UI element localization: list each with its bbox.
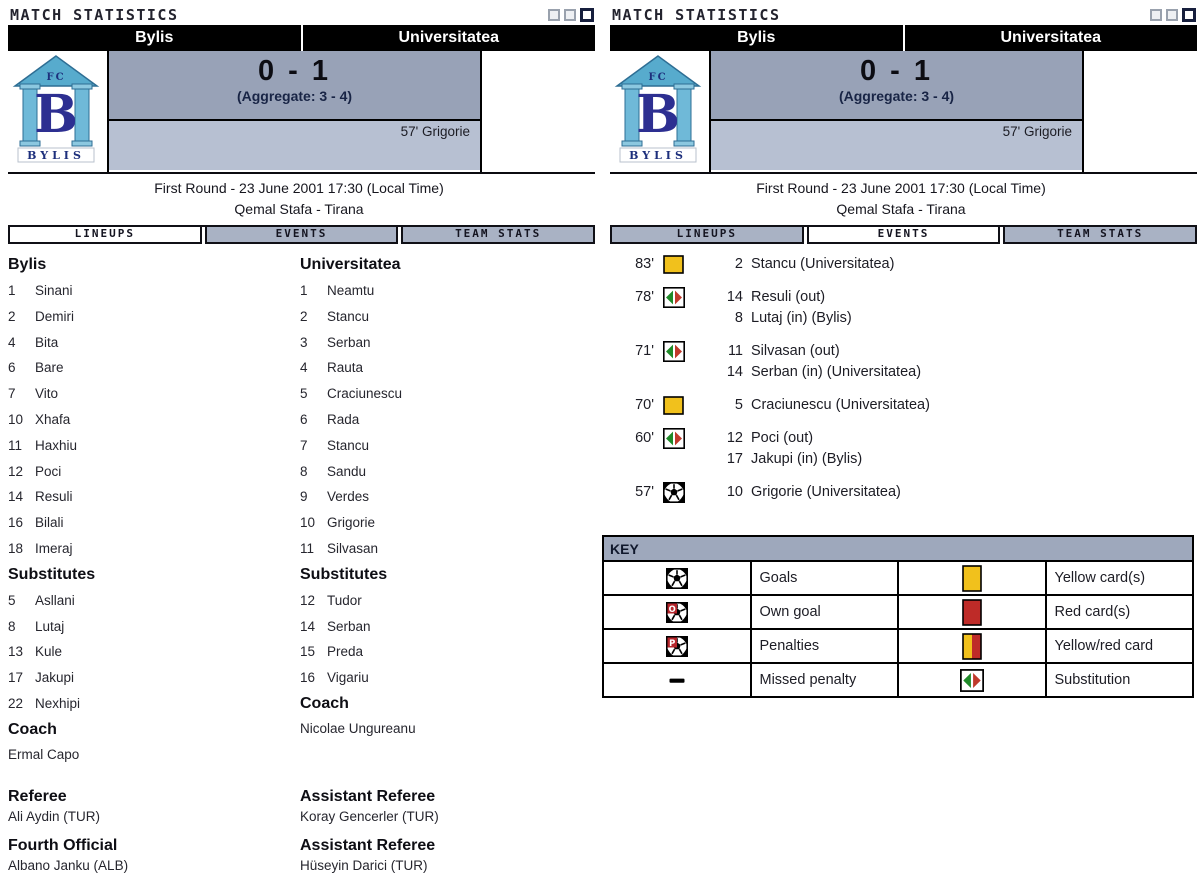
player-number: 1 <box>300 283 308 298</box>
official-item <box>8 786 300 826</box>
official-name: Ali Aydin (TUR) <box>8 809 101 824</box>
event-line <box>695 362 1194 383</box>
substitute-row <box>8 665 296 691</box>
key-row <box>603 663 1193 697</box>
panel-header <box>0 0 598 25</box>
substitute-row <box>8 588 296 614</box>
player-name: Demiri <box>35 308 74 324</box>
window-square-1[interactable] <box>1150 9 1162 21</box>
player-row <box>8 278 296 304</box>
player-name: Stancu <box>327 437 370 453</box>
key-label: Own goal <box>751 595 899 629</box>
score-area <box>0 51 598 172</box>
event-lines <box>695 395 1194 416</box>
svg-text:P: P <box>668 637 676 648</box>
match-info-round: First Round - 23 June 2001 17:30 (Local Time) <box>756 180 1046 196</box>
player-row <box>300 459 588 485</box>
key-icon-cell <box>603 629 751 663</box>
event-player-text: Silvasan (out) <box>751 343 840 359</box>
event-player-number: 5 <box>734 397 743 413</box>
match-info <box>0 174 598 225</box>
player-number: 2 <box>300 308 308 324</box>
score: 0 - 1 <box>859 55 934 87</box>
player-number: 4 <box>8 334 16 350</box>
team-bar <box>610 25 1197 51</box>
player-row <box>8 407 296 433</box>
event-player-text: Jakupi (in) (Bylis) <box>751 451 863 467</box>
aggregate-score: (Aggregate: 3 - 4) <box>236 88 353 104</box>
svg-text:O: O <box>668 603 676 614</box>
match-info-round: First Round - 23 June 2001 17:30 (Local Time) <box>154 180 444 196</box>
svg-text:FC: FC <box>46 72 66 83</box>
away-scorers: 57' Grigorie <box>711 121 1082 170</box>
player-number: 6 <box>300 411 308 427</box>
official-role: Assistant Referee <box>300 837 436 854</box>
yellow-red-card-icon <box>962 633 982 660</box>
home-team-name: Bylis <box>737 29 776 46</box>
event-icon <box>663 254 688 275</box>
player-number: 5 <box>300 386 308 402</box>
goal-icon <box>663 482 685 503</box>
player-name: Vigariu <box>327 670 369 686</box>
player-number: 8 <box>300 463 308 479</box>
coach-name: Nicolae Ungureanu <box>300 720 416 736</box>
player-number: 5 <box>8 592 16 608</box>
player-number: 12 <box>300 592 316 608</box>
window-square-1[interactable] <box>548 9 560 21</box>
match-info <box>602 174 1200 225</box>
event-row <box>602 254 1194 275</box>
player-row <box>300 433 588 459</box>
substitutes-heading: Substitutes <box>300 565 388 583</box>
penalty-icon <box>666 636 688 657</box>
event-row <box>602 395 1194 416</box>
official-item <box>8 835 300 875</box>
official-role: Assistant Referee <box>300 788 436 805</box>
event-player-number: 8 <box>734 310 743 326</box>
official-role: Referee <box>8 788 67 805</box>
event-player-text: Lutaj (in) (Bylis) <box>751 310 852 326</box>
event-line <box>695 254 1194 275</box>
tab-team-stats[interactable]: TEAM STATS <box>1003 227 1197 244</box>
key-icon-cell <box>603 561 751 595</box>
event-time: 78' <box>635 289 654 305</box>
window-square-3[interactable] <box>580 8 594 22</box>
event-line <box>695 308 1194 329</box>
substitute-row <box>300 639 588 665</box>
player-row <box>300 381 588 407</box>
player-name: Jakupi <box>35 670 75 686</box>
yellow-card-icon <box>962 565 982 592</box>
event-player-number: 17 <box>726 451 743 467</box>
tab-bar <box>610 225 1197 244</box>
event-lines <box>695 341 1194 383</box>
event-row <box>602 287 1194 329</box>
official-name: Hüseyin Darici (TUR) <box>300 858 428 873</box>
away-scorers: 57' Grigorie <box>109 121 480 170</box>
event-time: 60' <box>635 430 654 446</box>
player-row <box>8 355 296 381</box>
player-row <box>300 510 588 536</box>
player-row <box>8 459 296 485</box>
key-icon-cell <box>603 595 751 629</box>
player-number: 11 <box>8 437 23 453</box>
missed-penalty-icon <box>666 670 688 691</box>
yellow-card-icon <box>663 396 684 415</box>
player-number: 13 <box>8 644 24 660</box>
event-time: 71' <box>635 343 654 359</box>
event-player-text: Grigorie (Universitatea) <box>751 484 901 500</box>
aggregate-score: (Aggregate: 3 - 4) <box>838 88 955 104</box>
player-row <box>300 355 588 381</box>
player-name: Haxhiu <box>35 437 78 453</box>
svg-text:B: B <box>636 84 680 145</box>
player-name: Serban <box>327 334 371 350</box>
substitute-row <box>8 639 296 665</box>
player-name: Stancu <box>327 308 370 324</box>
substitute-row <box>300 614 588 640</box>
match-statistics-panel-right <box>602 0 1200 876</box>
player-name: Rada <box>327 411 360 427</box>
panel-header <box>602 0 1200 25</box>
events-list <box>602 254 1194 515</box>
player-number: 6 <box>8 360 16 376</box>
svg-text:B: B <box>34 84 78 145</box>
player-name: Kule <box>35 644 63 660</box>
event-player-number: 2 <box>734 256 743 272</box>
official-item <box>300 835 592 875</box>
key-label: Goals <box>751 561 899 595</box>
key-label: Red card(s) <box>1046 595 1194 629</box>
player-number: 16 <box>300 670 316 686</box>
tab-team-stats[interactable]: TEAM STATS <box>401 227 595 244</box>
player-row <box>8 304 296 330</box>
event-line <box>695 428 1194 449</box>
player-name: Craciunescu <box>327 386 403 402</box>
player-number: 14 <box>300 618 316 634</box>
event-player-text: Serban (in) (Universitatea) <box>751 364 922 380</box>
player-name: Vito <box>35 386 59 402</box>
player-number: 4 <box>300 360 308 376</box>
key-table <box>602 535 1194 698</box>
red-card-icon <box>962 599 982 626</box>
event-time: 83' <box>635 256 654 272</box>
event-player-text: Stancu (Universitatea) <box>751 256 895 272</box>
key-icon-cell <box>898 629 1046 663</box>
event-player-number: 12 <box>726 430 743 446</box>
player-row <box>300 304 588 330</box>
key-row <box>603 595 1193 629</box>
player-name: Xhafa <box>35 411 71 427</box>
player-number: 11 <box>300 540 315 556</box>
key-title: KEY <box>603 536 1193 561</box>
official-name: Koray Gencerler (TUR) <box>300 809 439 824</box>
player-name: Asllani <box>35 592 75 608</box>
tab-events[interactable]: EVENTS <box>205 227 399 244</box>
window-square-2[interactable] <box>1166 9 1178 21</box>
event-row <box>602 341 1194 383</box>
player-name: Lutaj <box>35 618 65 634</box>
match-info-venue: Qemal Stafa - Tirana <box>836 201 966 217</box>
key-label: Missed penalty <box>751 663 899 697</box>
player-name: Tudor <box>327 592 362 608</box>
event-icon <box>663 287 688 329</box>
window-square-2[interactable] <box>564 9 576 21</box>
player-row <box>300 330 588 356</box>
score-box <box>709 51 1084 172</box>
event-icon <box>663 395 688 416</box>
event-line <box>695 449 1194 470</box>
player-name: Bita <box>35 334 59 350</box>
player-number: 7 <box>8 386 16 402</box>
player-row <box>300 407 588 433</box>
event-row <box>602 482 1194 503</box>
tab-events[interactable]: EVENTS <box>807 227 1001 244</box>
event-player-number: 11 <box>727 343 743 359</box>
key-label: Penalties <box>751 629 899 663</box>
match-statistics-panel-left <box>0 0 598 876</box>
player-name: Verdes <box>327 489 370 505</box>
player-number: 12 <box>8 463 24 479</box>
player-name: Nexhipi <box>35 695 81 711</box>
player-name: Poci <box>35 463 62 479</box>
player-row <box>8 484 296 510</box>
player-row <box>300 484 588 510</box>
coach-heading: Coach <box>300 694 349 712</box>
away-team-name: Universitatea <box>903 25 1198 51</box>
score-area <box>602 51 1200 172</box>
yellow-card-icon <box>663 255 684 274</box>
player-number: 16 <box>8 515 24 531</box>
key-label: Substitution <box>1046 663 1194 697</box>
home-lineup-column <box>8 252 296 767</box>
player-number: 8 <box>8 618 16 634</box>
player-row <box>8 330 296 356</box>
event-time: 57' <box>635 484 654 500</box>
player-name: Bare <box>35 360 64 376</box>
team-bar <box>8 25 595 51</box>
event-player-number: 14 <box>726 364 743 380</box>
player-number: 7 <box>300 437 308 453</box>
player-name: Sinani <box>35 283 73 298</box>
event-lines <box>695 428 1194 470</box>
substitutes-heading: Substitutes <box>8 565 96 583</box>
substitution-icon <box>663 341 685 362</box>
substitute-row <box>8 614 296 640</box>
event-time: 70' <box>635 397 654 413</box>
event-lines <box>695 287 1194 329</box>
player-name: Imeraj <box>35 540 73 556</box>
player-number: 2 <box>8 308 16 324</box>
player-number: 10 <box>8 411 24 427</box>
coach-heading: Coach <box>8 720 57 738</box>
key-row <box>603 561 1193 595</box>
officials-section <box>8 786 592 875</box>
official-item <box>300 786 592 826</box>
key-icon-cell <box>898 595 1046 629</box>
key-label: Yellow card(s) <box>1046 561 1194 595</box>
player-row <box>8 433 296 459</box>
goal-icon <box>666 568 688 589</box>
player-name: Silvasan <box>327 540 379 556</box>
event-icon <box>663 341 688 383</box>
event-player-text: Craciunescu (Universitatea) <box>751 397 930 413</box>
svg-text:BYLIS: BYLIS <box>629 149 687 162</box>
substitution-icon <box>960 669 984 692</box>
event-line <box>695 341 1194 362</box>
player-number: 22 <box>8 695 24 711</box>
substitute-row <box>300 665 588 691</box>
event-line <box>695 482 1194 503</box>
key-label: Yellow/red card <box>1046 629 1194 663</box>
event-lines <box>695 254 1194 275</box>
player-name: Resuli <box>35 489 73 505</box>
score: 0 - 1 <box>257 55 332 87</box>
player-number: 1 <box>8 283 16 298</box>
official-name: Albano Janku (ALB) <box>8 858 129 873</box>
player-name: Rauta <box>327 360 364 376</box>
event-icon <box>663 482 688 503</box>
team-heading: Bylis <box>8 256 47 273</box>
coach-name: Ermal Capo <box>8 746 80 762</box>
event-player-text: Resuli (out) <box>751 289 826 305</box>
player-name: Bilali <box>35 515 64 531</box>
event-lines <box>695 482 1194 503</box>
player-row <box>8 381 296 407</box>
player-name: Grigorie <box>327 515 376 531</box>
player-number: 3 <box>300 334 308 350</box>
home-team-name: Bylis <box>135 29 174 46</box>
own-goal-icon <box>666 602 688 623</box>
player-name: Neamtu <box>327 283 375 298</box>
player-number: 9 <box>300 489 308 505</box>
svg-text:FC: FC <box>648 72 668 83</box>
substitute-row <box>8 691 296 717</box>
page-title: MATCH STATISTICS <box>10 5 179 24</box>
event-line <box>695 287 1194 308</box>
substitution-icon <box>663 287 685 308</box>
official-role: Fourth Official <box>8 837 118 854</box>
away-team-name: Universitatea <box>301 25 596 51</box>
window-squares <box>1146 8 1196 22</box>
window-square-3[interactable] <box>1182 8 1196 22</box>
key-row <box>603 629 1193 663</box>
team-heading: Universitatea <box>300 256 401 273</box>
window-squares <box>544 8 594 22</box>
player-row <box>300 278 588 304</box>
player-number: 10 <box>300 515 316 531</box>
event-row <box>602 428 1194 470</box>
substitution-icon <box>663 428 685 449</box>
player-row <box>8 536 296 562</box>
player-row <box>300 536 588 562</box>
player-number: 18 <box>8 540 24 556</box>
key-icon-cell <box>898 663 1046 697</box>
score-box <box>107 51 482 172</box>
event-line <box>695 395 1194 416</box>
fc-bylis-logo <box>12 54 100 171</box>
player-row <box>8 510 296 536</box>
key-icon-cell <box>603 663 751 697</box>
event-player-number: 14 <box>726 289 743 305</box>
player-name: Serban <box>327 618 371 634</box>
player-name: Preda <box>327 644 364 660</box>
match-info-venue: Qemal Stafa - Tirana <box>234 201 364 217</box>
tab-lineups[interactable]: LINEUPS <box>8 227 202 244</box>
player-number: 15 <box>300 644 316 660</box>
player-number: 17 <box>8 670 24 686</box>
tab-lineups[interactable]: LINEUPS <box>610 227 804 244</box>
player-name: Sandu <box>327 463 367 479</box>
event-icon <box>663 428 688 470</box>
event-player-number: 10 <box>726 484 743 500</box>
fc-bylis-logo <box>614 54 702 171</box>
substitute-row <box>300 588 588 614</box>
tab-bar <box>8 225 595 244</box>
svg-text:BYLIS: BYLIS <box>27 149 85 162</box>
key-icon-cell <box>898 561 1046 595</box>
event-player-text: Poci (out) <box>751 430 814 446</box>
page-title: MATCH STATISTICS <box>612 5 781 24</box>
player-number: 14 <box>8 489 24 505</box>
away-lineup-column <box>300 252 588 741</box>
